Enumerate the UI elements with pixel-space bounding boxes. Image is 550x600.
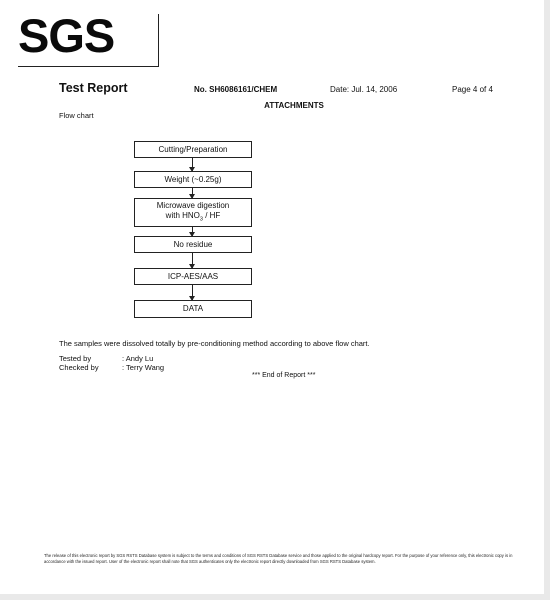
- flow-step-label: Cutting/Preparation: [158, 144, 228, 154]
- sgs-logo: [18, 9, 160, 66]
- checked-by-value: : Terry Wang: [122, 363, 165, 372]
- flow-step-weight: [134, 171, 252, 188]
- flow-chart-label: Flow chart: [59, 111, 94, 120]
- flow-arrow: [192, 158, 193, 171]
- tested-by-value: : Andy Lu: [122, 354, 154, 363]
- flow-step-label: No residue: [173, 239, 213, 249]
- flow-arrow: [192, 253, 193, 268]
- flow-step-cutting: [134, 141, 252, 158]
- end-of-report: *** End of Report ***: [252, 372, 316, 379]
- logo-rule-horizontal: [18, 66, 159, 67]
- checked-by-label: Checked by: [59, 363, 99, 372]
- scan-border-right: [544, 0, 550, 600]
- flow-arrow: [192, 188, 193, 198]
- flow-arrow: [192, 285, 193, 300]
- scan-border-bottom: [0, 594, 550, 600]
- flow-step-no-residue: [134, 236, 252, 253]
- page-number: Page 4 of 4: [452, 85, 493, 94]
- flow-step-label: Microwave digestion: [156, 201, 230, 211]
- section-title: ATTACHMENTS: [264, 101, 324, 110]
- flow-step-label: Weight (~0.25g): [164, 174, 222, 184]
- flow-step-label: ICP-AES/AAS: [167, 271, 219, 281]
- logo-text: SGS: [18, 9, 115, 62]
- logo-rule-vertical: [158, 14, 159, 66]
- report-title: Test Report: [59, 81, 128, 95]
- flow-step-data: [134, 300, 252, 318]
- flow-step-icp-aes: [134, 268, 252, 285]
- method-statement: The samples were dissolved totally by pre-conditioning method according to above flow chart.: [59, 339, 370, 348]
- tested-by-label: Tested by: [59, 354, 92, 363]
- flow-step-label: with $HNO_3$ / HF: [165, 211, 221, 223]
- report-number: No. SH6086161/CHEM: [194, 85, 278, 94]
- report-date: Date: Jul. 14, 2006: [330, 85, 398, 94]
- flow-arrow: [192, 227, 193, 236]
- flow-step-microwave-digestion: [134, 198, 252, 227]
- flow-step-label: DATA: [182, 304, 204, 313]
- footer-disclaimer: The release of this electronic report by SGS RSTS Database system is subject to the terms and conditions of SGS RSTS Database service and those applied to the original hardcopy report. For the purpose of your reference only, this electronic copy is in accordance with the issued report. User of the electronic report shall note that SGS authenticates only the electronic report directly downloaded from SGS RSTS Database system.: [44, 553, 513, 564]
